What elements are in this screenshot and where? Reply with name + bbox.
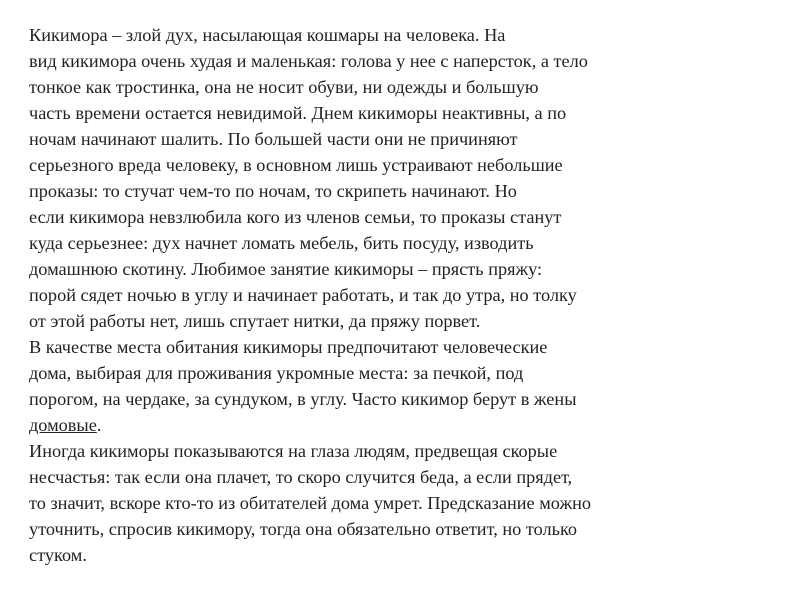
text-line: вид кикимора очень худая и маленькая: голова у нее с наперсток, а тело <box>29 51 588 71</box>
text-line: несчастья: так если она плачет, то скоро случится беда, а если прядет, <box>29 467 573 487</box>
domovye-link[interactable]: домовые <box>29 415 97 435</box>
text-line: дома, выбирая для проживания укромные места: за печкой, под <box>29 363 524 383</box>
text-line: Кикимора – злой дух, насылающая кошмары на человека. На <box>29 25 506 45</box>
text-line: если кикимора невзлюбила кого из членов семьи, то проказы станут <box>29 207 562 227</box>
text-line: часть времени остается невидимой. Днем кикиморы неактивны, а по <box>29 103 567 123</box>
paragraph-3 <box>29 438 780 568</box>
text-line: уточнить, спросив кикимору, тогда она обязательно ответит, но только <box>29 519 578 539</box>
text-line: ночам начинают шалить. По большей части они не причиняют <box>29 129 518 149</box>
text-line-with-link <box>29 412 780 438</box>
text-line: то значит, вскоре кто-то из обитателей дома умрет. Предсказание можно <box>29 493 592 513</box>
text-line: порой сядет ночью в углу и начинает работать, и так до утра, но толку <box>29 285 577 305</box>
text-line: тонкое как тростинка, она не носит обуви, ни одежды и большую <box>29 77 539 97</box>
text-line: куда серьезнее: дух начнет ломать мебель, бить посуду, изводить <box>29 233 534 253</box>
text-line: Иногда кикиморы показываются на глаза людям, предвещая скорые <box>29 441 558 461</box>
paragraph-1 <box>29 22 780 334</box>
text-line: от этой работы нет, лишь спутает нитки, да пряжу порвет. <box>29 311 481 331</box>
link-trailing-punctuation: . <box>96 415 102 435</box>
text-line: В качестве места обитания кикиморы предпочитают человеческие <box>29 337 548 357</box>
text-line: проказы: то стучат чем-то по ночам, то скрипеть начинают. Но <box>29 181 517 201</box>
text-line: порогом, на чердаке, за сундуком, в углу. Часто кикимор берут в жены <box>29 389 577 409</box>
text-line: стуком. <box>29 545 87 565</box>
text-line: серьезного вреда человеку, в основном лишь устраивают небольшие <box>29 155 563 175</box>
paragraph-2 <box>29 334 780 438</box>
text-line: домашнюю скотину. Любимое занятие кикиморы – прясть пряжу: <box>29 259 543 279</box>
